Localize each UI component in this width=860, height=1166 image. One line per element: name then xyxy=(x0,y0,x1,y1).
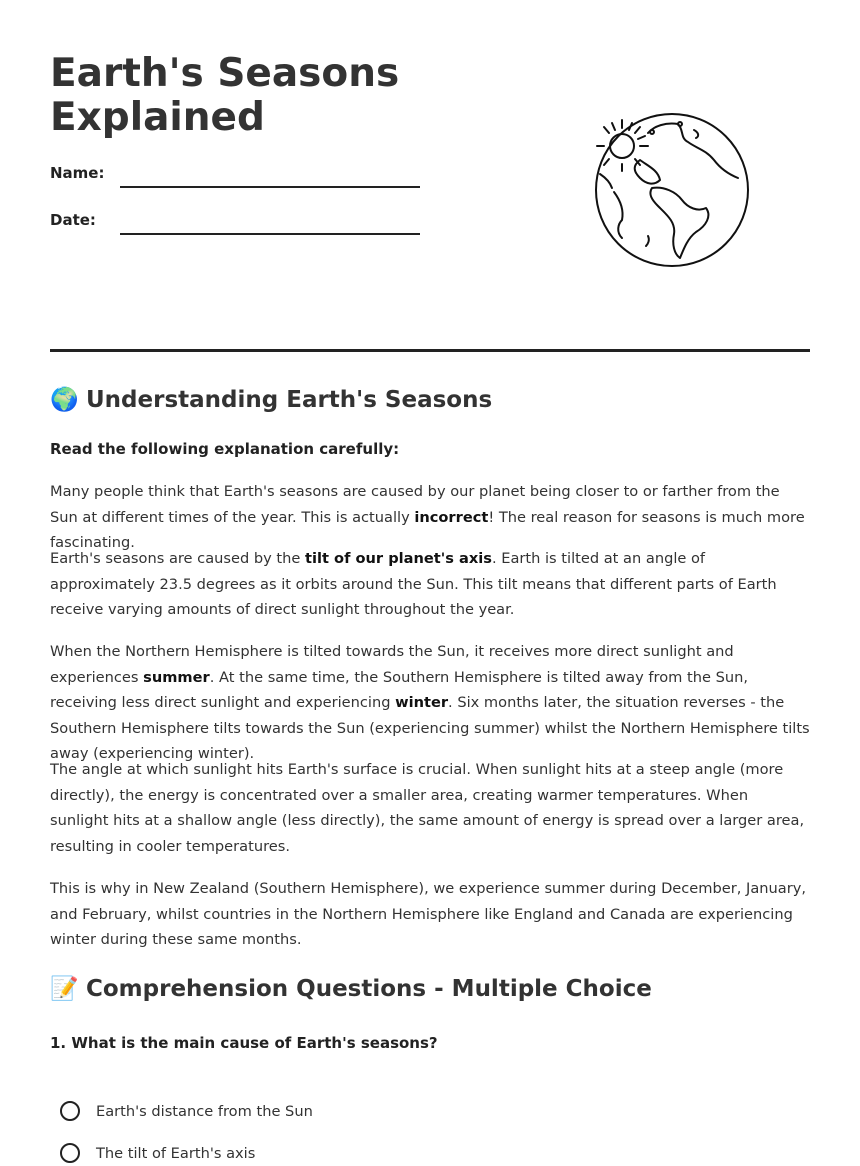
continent-coast xyxy=(614,192,623,238)
island-4 xyxy=(646,236,649,246)
island-1 xyxy=(694,130,698,138)
question-1-option-2[interactable] xyxy=(60,1140,255,1166)
date-field[interactable] xyxy=(120,233,420,235)
radio-button[interactable] xyxy=(60,1101,80,1121)
globe-emoji-icon: 🌍 xyxy=(50,387,79,413)
island-3 xyxy=(678,122,682,126)
instruction-text: Read the following explanation carefully: xyxy=(50,440,400,458)
section-heading-text: Understanding Earth's Seasons xyxy=(86,387,493,413)
continent-south xyxy=(650,188,708,258)
globe-illustration xyxy=(588,108,758,273)
paragraph-4: The angle at which sunlight hits Earth's surface is crucial. When sunlight hits at a steep angle (more directly), the energy is concentrated over a smaller area, creating warmer temperatures. When sunlight hits at a shallow angle (less directly), the same amount of energy is spread over a larger area, resulting in cooler temperatures. xyxy=(50,761,805,855)
option-label: Earth's distance from the Sun xyxy=(96,1102,313,1120)
section-divider xyxy=(50,349,810,352)
paragraph-2: Earth's seasons are caused by the tilt of our planet's axis. Earth is tilted at an angle of approximately 23.5 degrees as it orbits around the Sun. This tilt means that different parts of Earth receive varying amounts of direct sunlight throughout the year. xyxy=(50,550,777,619)
question-1-option-1[interactable] xyxy=(60,1098,313,1124)
memo-emoji-icon: 📝 xyxy=(50,976,79,1002)
continent-edge xyxy=(600,174,612,188)
name-label: Name: xyxy=(50,164,105,182)
island-2 xyxy=(650,130,654,134)
paragraph-3: When the Northern Hemisphere is tilted towards the Sun, it receives more direct sunlight and experiences summer. At the same time, the Southern Hemisphere is tilted away from the Sun, receiving less direct sunlight and experiencing winter. Six months later, the situation reverses - the Southern Hemisphere tilts towards the Sun (experiencing summer) whilst the Northern Hemisphere tilts away (experiencing winter). xyxy=(50,643,810,763)
paragraph-1: Many people think that Earth's seasons are caused by our planet being closer to or farther from the Sun at different times of the year. This is actually incorrect! The real reason for seasons is much more fascinating. xyxy=(50,483,805,552)
section-heading-questions xyxy=(50,975,652,1002)
page-title: Earth's Seasons Explained xyxy=(50,51,400,140)
option-label: The tilt of Earth's axis xyxy=(96,1144,256,1162)
paragraph-5: This is why in New Zealand (Southern Hemisphere), we experience summer during December, January, and February, whilst countries in the Northern Hemisphere like England and Canada are experiencing winter during these same months. xyxy=(50,880,806,949)
date-label: Date: xyxy=(50,211,96,229)
continent-north xyxy=(648,123,738,178)
radio-button[interactable] xyxy=(60,1143,80,1163)
sun-icon xyxy=(597,120,648,171)
globe-outline xyxy=(596,114,748,266)
question-1: 1. What is the main cause of Earth's seasons? xyxy=(50,1034,438,1052)
section-heading-text: Comprehension Questions - Multiple Choice xyxy=(86,976,652,1002)
section-heading-understanding xyxy=(50,386,492,413)
name-field[interactable] xyxy=(120,186,420,188)
